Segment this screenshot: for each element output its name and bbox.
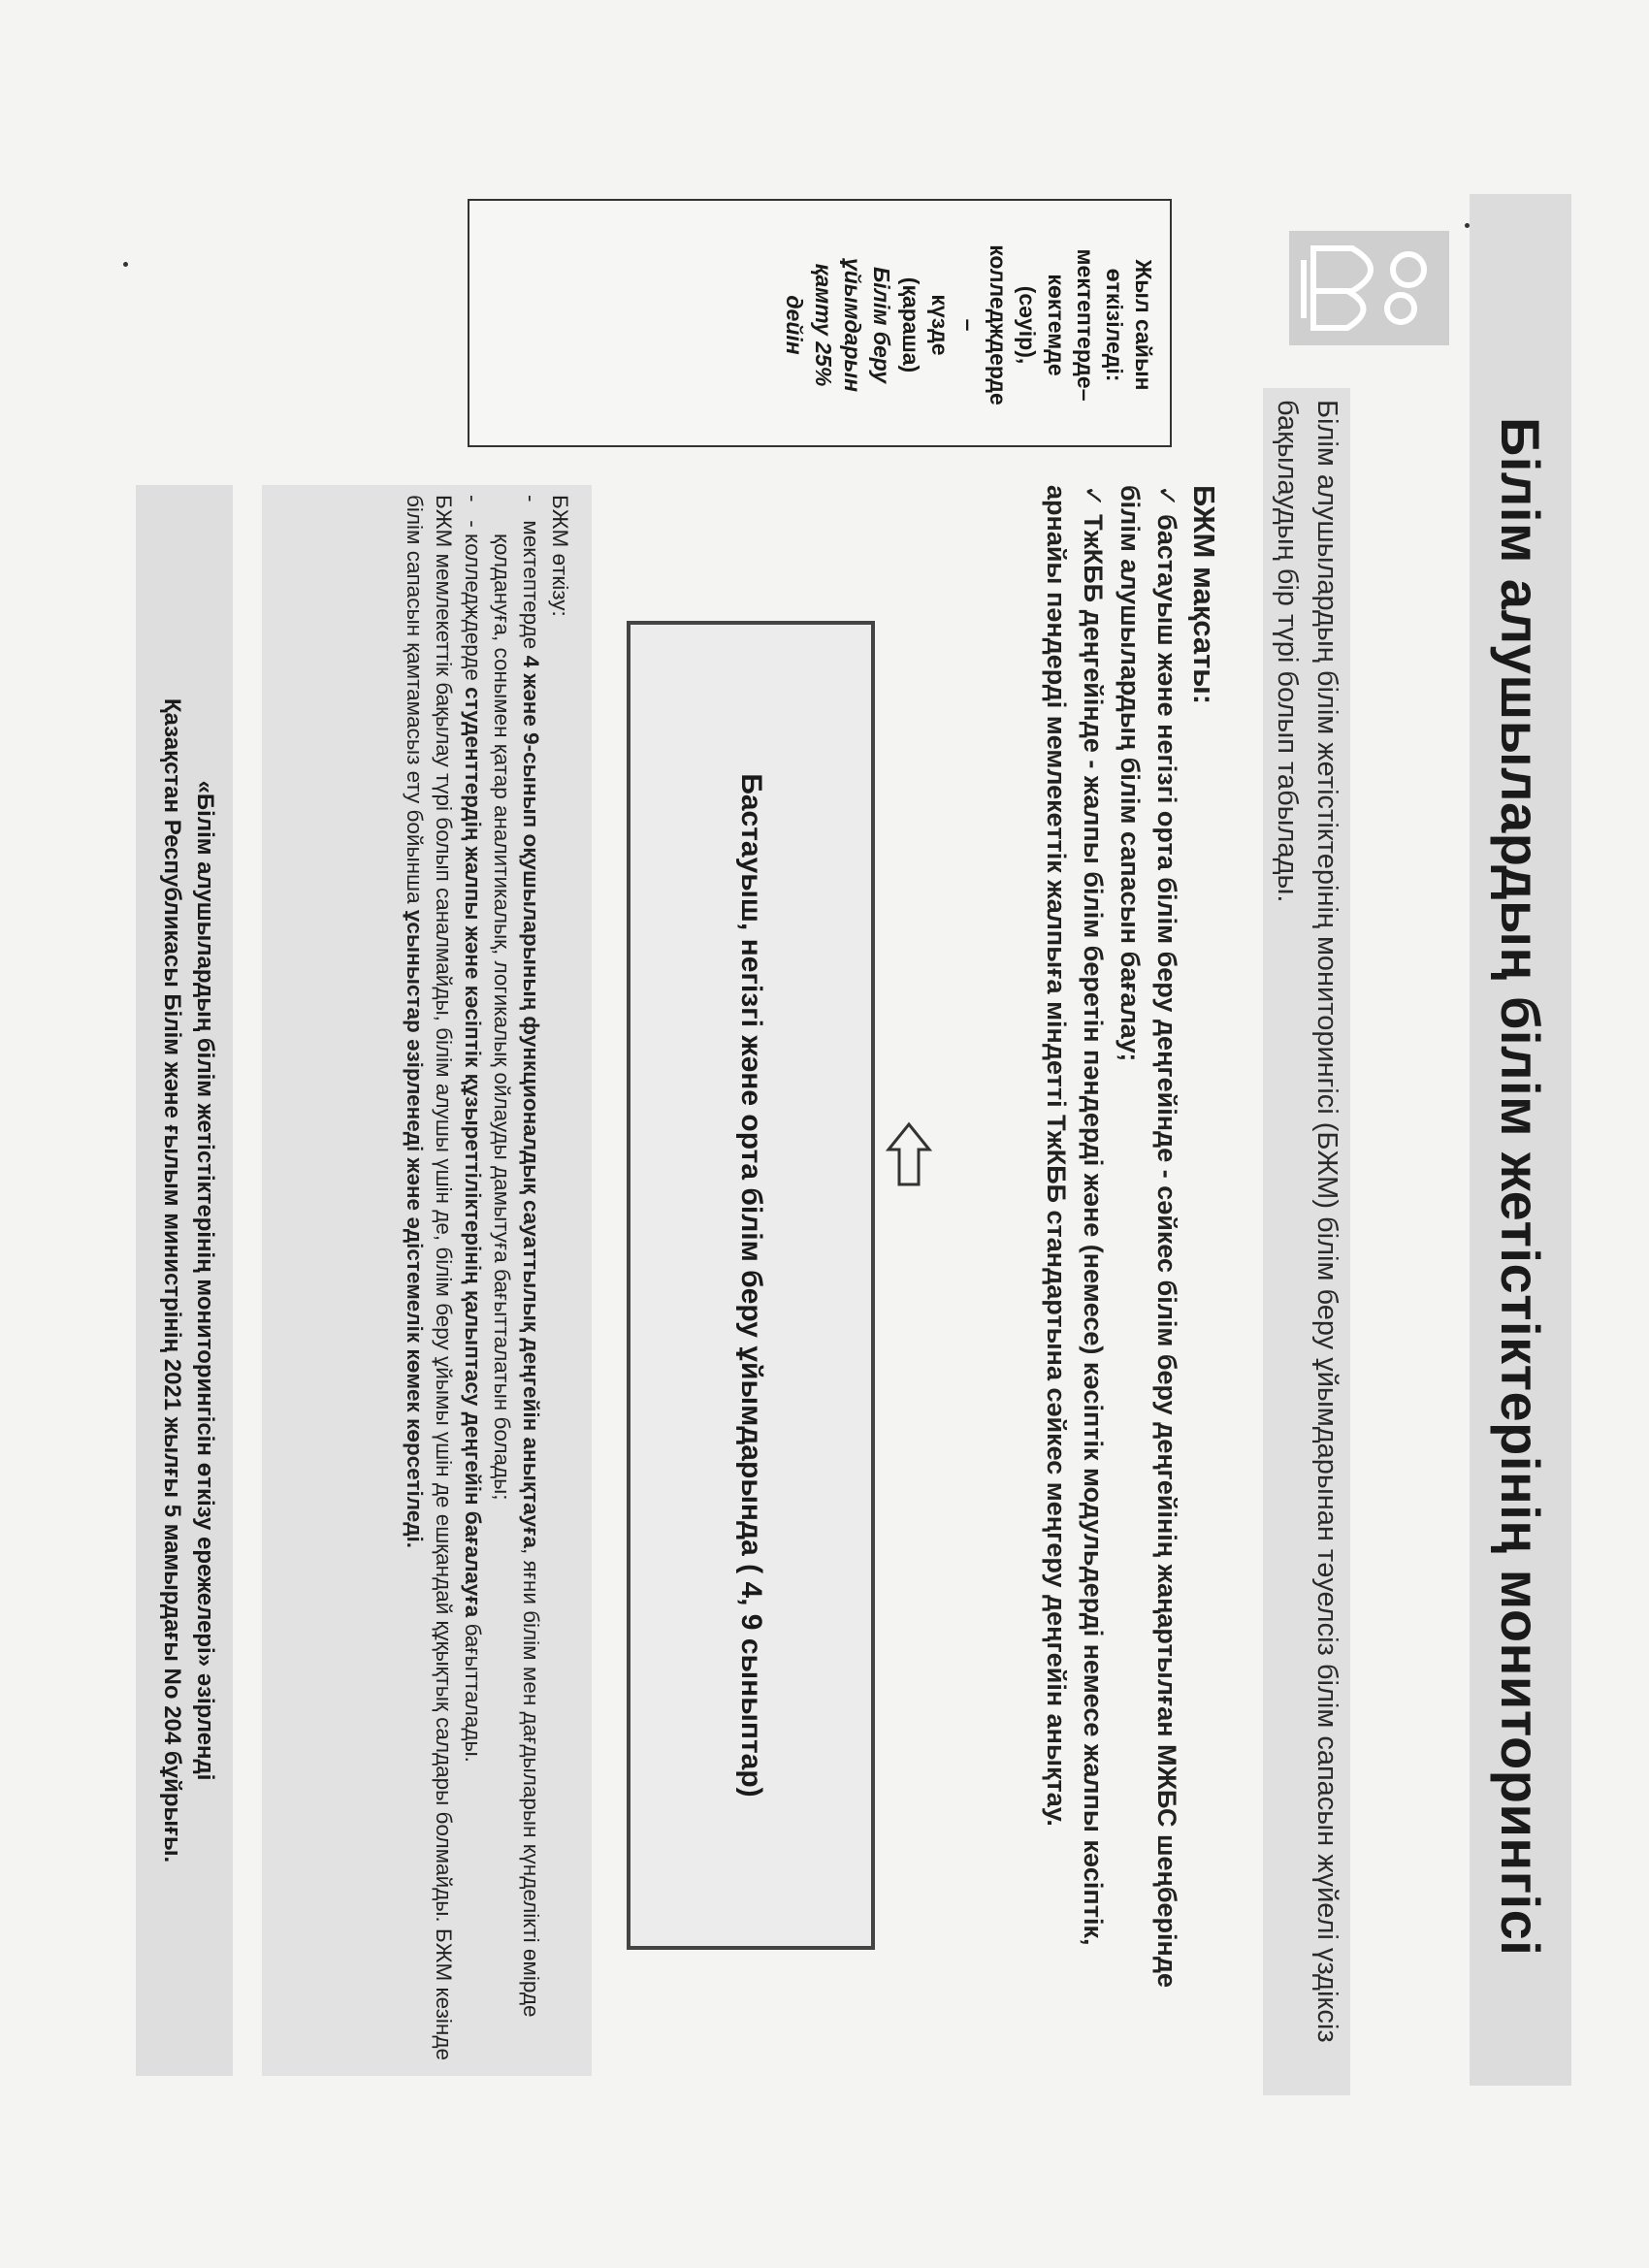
- footer-line: Қазақстан Республикасы Білім және ғылым министрінің 2021 жылғы 5 мамырдағы No 204 бұйрығы.: [159, 697, 185, 1863]
- side-line: қамту 25%: [811, 263, 836, 387]
- conduct-heading: БЖМ өткізу:: [548, 495, 572, 617]
- goals-item-text: ТжКББ деңгейінде - жалпы білім беретін пәндерді және (немесе) кәсіптік модульдерді немесе жалпы кәсіптік, арнайы пәндерді мемлекеттік жалпыға міндетті ТжКББ стандартына сәйкес меңгеру деңгейін анықтау.: [1042, 485, 1108, 1946]
- side-line: Білім беру: [869, 266, 894, 384]
- intro-text: Білім алушылардың білім жетістіктерінің мониторингісі (БЖМ) білім беру ұйымдарынан тәуелсіз білім сапасын жүйелі үздіксіз бақылаудың бір түрі болып табылады.: [1272, 400, 1342, 2043]
- conduct-section: [400, 495, 574, 2066]
- side-line: –: [956, 318, 982, 332]
- conduct-item-text: мектептерде: [519, 520, 543, 656]
- check-icon: ✓: [1152, 485, 1181, 507]
- side-line: ұйымдарын: [840, 257, 865, 393]
- check-icon: ✓: [1079, 485, 1108, 507]
- conduct-item-bold: 4 және 9-сынып оқушыларының функционалдық сауаттылық деңгейін анықтауға: [519, 655, 543, 1549]
- conduct-paragraph-bold: ұсыныстар әзірленеді және әдістемелік көмек көрсетіледі.: [403, 909, 427, 1549]
- side-line: өткізіледі:: [1102, 268, 1127, 382]
- conduct-item-text: бағытталады.: [461, 1617, 485, 1763]
- side-line: дейін: [782, 295, 807, 355]
- speck: [123, 262, 128, 267]
- side-line: (сәуір),: [1015, 285, 1040, 365]
- side-line: күзде: [927, 294, 953, 356]
- side-line: (қараша): [898, 276, 923, 373]
- side-box-text: [479, 223, 1158, 427]
- footer-line: «Білім алушылардың білім жетістіктерінің мониторингісін өткізу ережелері» әзірленді: [192, 780, 218, 1781]
- goals-item: [1038, 485, 1112, 2037]
- goals-item-text: бастауыш және негізгі орта білім беру деңгейінде - сәйкес білім беру деңгейінің жаңартылған МЖБС шеңберінде білім алушылардың білім сапасын бағалау;: [1116, 485, 1181, 1988]
- conduct-item: [487, 495, 545, 2066]
- conduct-item: [458, 495, 487, 2066]
- footer: [155, 485, 221, 2076]
- people-group-logo: [1289, 231, 1449, 345]
- center-box-text: Бастауыш, негізгі және орта білім беру ұйымдарында ( 4, 9 сыныптар): [735, 773, 767, 1798]
- dash-marker: -: [519, 495, 543, 502]
- conduct-item-text: - колледждерде: [461, 520, 485, 688]
- side-line: мектептерде–: [1073, 248, 1098, 402]
- side-line: Жыл сайын: [1131, 259, 1156, 391]
- conduct-item-text: , яғни білім мен дағдыларын күнделікті өмірде қолдануға, сонымен қатар аналитикалық, логикалық ойлауды дамытуға бағытталатын болады;: [490, 534, 543, 2018]
- goals-heading: БЖМ мақсаты:: [1187, 485, 1221, 705]
- conduct-paragraph-text: БЖМ мемлекеттік бақылау түрі болып саналмайды, білім алушы үшін де, білім беру ұйымы үшін де ешқандай құқықтық салдары болмайды. БЖМ кезінде білім сапасын қамтамасыз ету бойынша: [403, 495, 456, 2060]
- dash-marker: -: [461, 495, 485, 502]
- conduct-item-bold: студенттердің жалпы және кәсіптік құзыреттіліктерінің қалыптасу деңгейін бағалауға: [461, 687, 485, 1618]
- side-line: көктемде: [1044, 274, 1069, 376]
- left-arrow-icon: [885, 1120, 933, 1188]
- page-title: Білім алушылардың білім жетістіктерінің мониторингісі: [1490, 417, 1551, 1957]
- goals-section: [1038, 485, 1222, 2037]
- side-line: колледждерде: [986, 244, 1011, 405]
- goals-item: [1112, 485, 1185, 2037]
- conduct-paragraph: [400, 495, 458, 2066]
- speck: [1465, 223, 1470, 228]
